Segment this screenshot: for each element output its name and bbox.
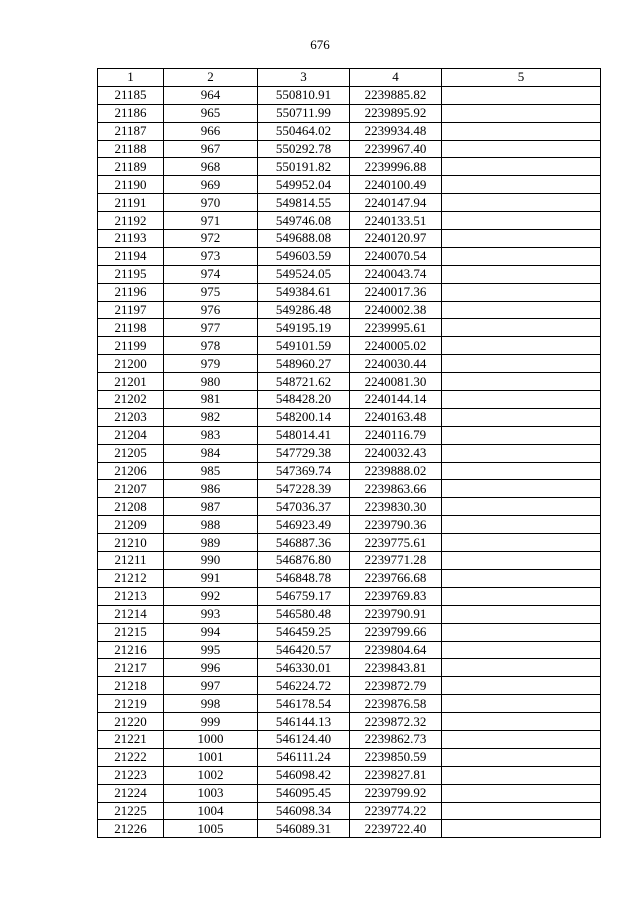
table-cell: 2239995.61	[350, 319, 442, 337]
table-cell: 549814.55	[258, 194, 350, 212]
table-cell: 2240163.48	[350, 408, 442, 426]
table-cell	[442, 730, 601, 748]
table-row	[98, 212, 601, 230]
table-cell: 2239888.02	[350, 462, 442, 480]
table-cell: 546887.36	[258, 534, 350, 552]
table-cell	[442, 337, 601, 355]
table-cell: 981	[164, 391, 258, 409]
table-cell: 2239774.22	[350, 802, 442, 820]
table-cell: 21203	[98, 408, 164, 426]
table-cell: 2239790.36	[350, 516, 442, 534]
table-cell: 998	[164, 695, 258, 713]
table-cell: 1005	[164, 820, 258, 838]
table-cell: 21210	[98, 534, 164, 552]
table-cell: 2240005.02	[350, 337, 442, 355]
table-cell: 21221	[98, 730, 164, 748]
table-cell	[442, 641, 601, 659]
table-row	[98, 587, 601, 605]
table-cell: 547228.39	[258, 480, 350, 498]
table-cell: 549688.08	[258, 230, 350, 248]
table-cell: 991	[164, 569, 258, 587]
table-cell: 549384.61	[258, 283, 350, 301]
table-cell: 21193	[98, 230, 164, 248]
table-cell: 2240017.36	[350, 283, 442, 301]
table-cell: 2240120.97	[350, 230, 442, 248]
table-cell	[442, 480, 601, 498]
table-cell: 1000	[164, 730, 258, 748]
table-row	[98, 677, 601, 695]
table-cell: 2239790.91	[350, 605, 442, 623]
table-cell	[442, 355, 601, 373]
table-cell	[442, 623, 601, 641]
table-cell: 547369.74	[258, 462, 350, 480]
table-cell: 983	[164, 426, 258, 444]
table-row	[98, 230, 601, 248]
table-cell	[442, 140, 601, 158]
table-row	[98, 534, 601, 552]
table-cell	[442, 86, 601, 104]
table-cell: 21206	[98, 462, 164, 480]
table-cell: 2240070.54	[350, 247, 442, 265]
table-cell	[442, 247, 601, 265]
table-cell	[442, 659, 601, 677]
table-cell: 546098.34	[258, 802, 350, 820]
table-body	[98, 86, 601, 837]
table-cell: 549524.05	[258, 265, 350, 283]
table-cell	[442, 552, 601, 570]
table-cell: 2239876.58	[350, 695, 442, 713]
table-cell: 21226	[98, 820, 164, 838]
table-cell: 548200.14	[258, 408, 350, 426]
table-cell: 548960.27	[258, 355, 350, 373]
table-cell: 984	[164, 444, 258, 462]
table-row	[98, 659, 601, 677]
table-cell: 2239843.81	[350, 659, 442, 677]
page-number: 676	[310, 37, 330, 52]
table-cell: 993	[164, 605, 258, 623]
table-row	[98, 516, 601, 534]
table-cell: 967	[164, 140, 258, 158]
table-cell: 21217	[98, 659, 164, 677]
table-cell: 546923.49	[258, 516, 350, 534]
table-cell: 2240032.43	[350, 444, 442, 462]
table-cell: 546124.40	[258, 730, 350, 748]
table-cell: 21199	[98, 337, 164, 355]
column-header: 4	[350, 69, 442, 87]
table-cell: 2239862.73	[350, 730, 442, 748]
table-cell: 21197	[98, 301, 164, 319]
table-cell: 2240147.94	[350, 194, 442, 212]
table-cell: 550292.78	[258, 140, 350, 158]
table-cell	[442, 498, 601, 516]
table-row	[98, 730, 601, 748]
table-cell: 987	[164, 498, 258, 516]
table-cell: 21192	[98, 212, 164, 230]
table-cell: 2239799.66	[350, 623, 442, 641]
table-cell	[442, 230, 601, 248]
table-cell: 990	[164, 552, 258, 570]
table-cell: 2240144.14	[350, 391, 442, 409]
table-cell: 21195	[98, 265, 164, 283]
table-cell: 964	[164, 86, 258, 104]
table-cell: 21216	[98, 641, 164, 659]
table-row	[98, 391, 601, 409]
table-cell	[442, 212, 601, 230]
table-cell: 2239830.30	[350, 498, 442, 516]
table-row	[98, 86, 601, 104]
table-cell: 547729.38	[258, 444, 350, 462]
table-row	[98, 641, 601, 659]
table-cell: 21202	[98, 391, 164, 409]
table-row	[98, 426, 601, 444]
table-cell: 21200	[98, 355, 164, 373]
table-cell: 976	[164, 301, 258, 319]
table-cell: 549952.04	[258, 176, 350, 194]
table-row	[98, 444, 601, 462]
table-cell: 970	[164, 194, 258, 212]
table-cell: 550810.91	[258, 86, 350, 104]
table-row	[98, 355, 601, 373]
table-cell: 997	[164, 677, 258, 695]
table-cell: 546848.78	[258, 569, 350, 587]
table-row	[98, 802, 601, 820]
table-cell: 2239850.59	[350, 748, 442, 766]
table-row	[98, 104, 601, 122]
table-cell: 21222	[98, 748, 164, 766]
table-cell: 21213	[98, 587, 164, 605]
table-row	[98, 713, 601, 731]
table-cell	[442, 713, 601, 731]
table-cell: 21186	[98, 104, 164, 122]
table-cell: 21190	[98, 176, 164, 194]
table-cell	[442, 122, 601, 140]
table-cell: 550464.02	[258, 122, 350, 140]
table-cell: 21196	[98, 283, 164, 301]
table-cell	[442, 516, 601, 534]
table-cell: 21211	[98, 552, 164, 570]
table-cell: 546759.17	[258, 587, 350, 605]
table-row	[98, 766, 601, 784]
table-row	[98, 408, 601, 426]
table-row	[98, 283, 601, 301]
table-cell: 2239872.32	[350, 713, 442, 731]
table-cell: 2239769.83	[350, 587, 442, 605]
table-cell: 978	[164, 337, 258, 355]
coordinates-table	[97, 68, 601, 838]
table-cell: 2239885.82	[350, 86, 442, 104]
table-cell: 549195.19	[258, 319, 350, 337]
table-row	[98, 748, 601, 766]
table-cell: 973	[164, 247, 258, 265]
table-cell: 546420.57	[258, 641, 350, 659]
table-row	[98, 498, 601, 516]
table-cell: 21187	[98, 122, 164, 140]
table-row	[98, 140, 601, 158]
table-cell: 968	[164, 158, 258, 176]
table-cell: 21205	[98, 444, 164, 462]
table-cell: 1003	[164, 784, 258, 802]
table-cell	[442, 301, 601, 319]
table-row	[98, 784, 601, 802]
table-row	[98, 695, 601, 713]
table-cell: 21191	[98, 194, 164, 212]
table-cell: 972	[164, 230, 258, 248]
table-cell: 21209	[98, 516, 164, 534]
table-cell	[442, 677, 601, 695]
table-row	[98, 265, 601, 283]
table-cell: 21198	[98, 319, 164, 337]
table-row	[98, 820, 601, 838]
table-cell	[442, 784, 601, 802]
table-cell: 546144.13	[258, 713, 350, 731]
table-cell: 21212	[98, 569, 164, 587]
table-cell	[442, 194, 601, 212]
table-cell: 971	[164, 212, 258, 230]
table-cell: 2239804.64	[350, 641, 442, 659]
table-cell: 2240002.38	[350, 301, 442, 319]
table-cell: 21204	[98, 426, 164, 444]
table-cell	[442, 373, 601, 391]
table-cell: 546098.42	[258, 766, 350, 784]
table-row	[98, 605, 601, 623]
table-cell	[442, 265, 601, 283]
table-cell: 996	[164, 659, 258, 677]
table-cell: 988	[164, 516, 258, 534]
table-cell	[442, 748, 601, 766]
table-cell: 992	[164, 587, 258, 605]
table-row	[98, 569, 601, 587]
table-cell	[442, 766, 601, 784]
table-cell: 979	[164, 355, 258, 373]
table-cell: 546111.24	[258, 748, 350, 766]
table-cell	[442, 408, 601, 426]
table-cell: 21189	[98, 158, 164, 176]
table-cell: 2239799.92	[350, 784, 442, 802]
table-cell: 549746.08	[258, 212, 350, 230]
table-row	[98, 373, 601, 391]
table-cell	[442, 104, 601, 122]
table-cell	[442, 587, 601, 605]
table-cell: 2239996.88	[350, 158, 442, 176]
table-cell	[442, 462, 601, 480]
table-cell: 994	[164, 623, 258, 641]
table-cell: 1001	[164, 748, 258, 766]
table-cell: 2240081.30	[350, 373, 442, 391]
table-cell: 2239722.40	[350, 820, 442, 838]
table-cell: 2239771.28	[350, 552, 442, 570]
column-header: 2	[164, 69, 258, 87]
table-cell: 546330.01	[258, 659, 350, 677]
table-cell: 985	[164, 462, 258, 480]
table-cell: 21214	[98, 605, 164, 623]
table-cell	[442, 605, 601, 623]
table-cell: 546224.72	[258, 677, 350, 695]
table-cell: 21220	[98, 713, 164, 731]
table-cell: 2239872.79	[350, 677, 442, 695]
table-cell: 1004	[164, 802, 258, 820]
table-cell: 546580.48	[258, 605, 350, 623]
table-cell: 2239934.48	[350, 122, 442, 140]
table-cell: 2240043.74	[350, 265, 442, 283]
table-cell: 21201	[98, 373, 164, 391]
table-row	[98, 176, 601, 194]
table-row	[98, 122, 601, 140]
table-cell: 982	[164, 408, 258, 426]
table-row	[98, 194, 601, 212]
table-cell: 548428.20	[258, 391, 350, 409]
table-cell: 21224	[98, 784, 164, 802]
table-cell: 969	[164, 176, 258, 194]
table-cell: 550711.99	[258, 104, 350, 122]
table-cell: 547036.37	[258, 498, 350, 516]
table-row	[98, 337, 601, 355]
table-cell	[442, 569, 601, 587]
column-header: 5	[442, 69, 601, 87]
table-cell: 995	[164, 641, 258, 659]
table-cell: 2239775.61	[350, 534, 442, 552]
table-header-row	[98, 69, 601, 87]
table-cell: 21219	[98, 695, 164, 713]
table-cell: 2239827.81	[350, 766, 442, 784]
table-cell: 975	[164, 283, 258, 301]
table-row	[98, 623, 601, 641]
table-cell: 21207	[98, 480, 164, 498]
table-cell: 966	[164, 122, 258, 140]
table-cell: 550191.82	[258, 158, 350, 176]
table-cell: 980	[164, 373, 258, 391]
table-cell	[442, 391, 601, 409]
table-cell: 2240116.79	[350, 426, 442, 444]
table-cell: 546178.54	[258, 695, 350, 713]
table-cell: 21225	[98, 802, 164, 820]
table-cell	[442, 695, 601, 713]
table-cell: 986	[164, 480, 258, 498]
table-cell: 1002	[164, 766, 258, 784]
table-row	[98, 552, 601, 570]
table-cell: 546095.45	[258, 784, 350, 802]
table-cell: 2240030.44	[350, 355, 442, 373]
table-cell: 21215	[98, 623, 164, 641]
table-cell: 974	[164, 265, 258, 283]
table-cell: 549101.59	[258, 337, 350, 355]
table-cell	[442, 820, 601, 838]
table-cell: 21194	[98, 247, 164, 265]
table-cell	[442, 444, 601, 462]
table-row	[98, 480, 601, 498]
table-cell: 2239895.92	[350, 104, 442, 122]
table-row	[98, 301, 601, 319]
table-cell: 546459.25	[258, 623, 350, 641]
table-cell: 21188	[98, 140, 164, 158]
table-cell	[442, 158, 601, 176]
table-cell: 2239766.68	[350, 569, 442, 587]
table-cell	[442, 319, 601, 337]
table-cell: 549603.59	[258, 247, 350, 265]
table-cell: 989	[164, 534, 258, 552]
table-cell: 2240100.49	[350, 176, 442, 194]
table-cell: 2239967.40	[350, 140, 442, 158]
table-cell: 965	[164, 104, 258, 122]
column-header: 3	[258, 69, 350, 87]
table-cell: 546089.31	[258, 820, 350, 838]
table-cell: 21208	[98, 498, 164, 516]
table-row	[98, 158, 601, 176]
table-cell	[442, 176, 601, 194]
table-cell	[442, 426, 601, 444]
table-cell: 977	[164, 319, 258, 337]
table-cell: 546876.80	[258, 552, 350, 570]
table-cell: 2239863.66	[350, 480, 442, 498]
table-row	[98, 319, 601, 337]
table-row	[98, 247, 601, 265]
table-cell: 2240133.51	[350, 212, 442, 230]
table-cell: 21185	[98, 86, 164, 104]
table-row	[98, 462, 601, 480]
table-cell: 548721.62	[258, 373, 350, 391]
table-cell: 21223	[98, 766, 164, 784]
table-cell: 548014.41	[258, 426, 350, 444]
column-header: 1	[98, 69, 164, 87]
table-cell	[442, 802, 601, 820]
table-cell: 21218	[98, 677, 164, 695]
table-cell: 549286.48	[258, 301, 350, 319]
table-cell: 999	[164, 713, 258, 731]
table-cell	[442, 283, 601, 301]
table-cell	[442, 534, 601, 552]
